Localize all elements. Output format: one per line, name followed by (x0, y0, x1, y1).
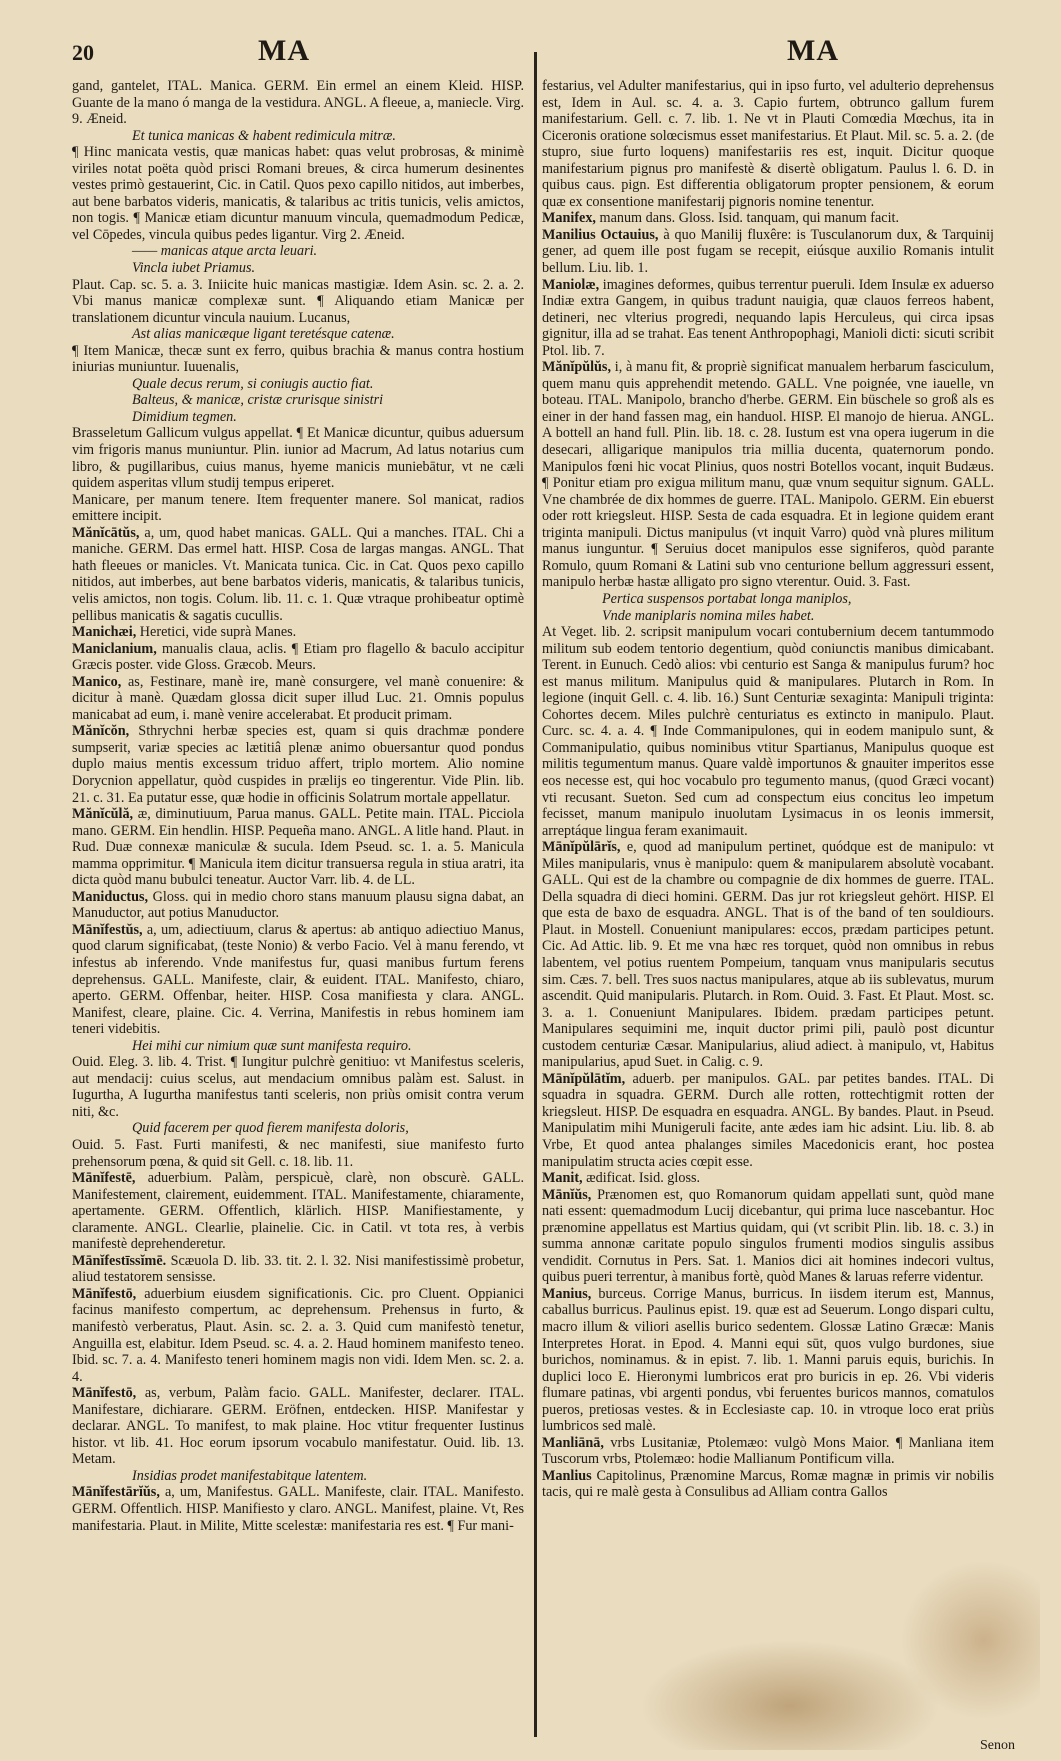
dictionary-entry (72, 1385, 524, 1468)
entry-headword: Manico, (72, 673, 122, 690)
dictionary-entry (72, 674, 524, 724)
dictionary-entry (72, 806, 524, 889)
entry-headword: Manilius Octauius, (542, 226, 659, 243)
entry-text: vrbs Lusitaniæ, Ptolemæo: vulgò Mons Maior. ¶ Manliana item Tuscorum vrbs, Ptolemæo: hodie Mallianum Pontificum villa. (542, 1434, 994, 1468)
entry-text: aduerb. per manipulos. GAL. par petites bandes. ITAL. Di squadra in squadra. GERM. Durch alle rotten, rottechtigmit rotten der kriegsleut. HISP. De esquadra en esquadra. ANGL. By bandes. Plaut. in Pseud. Manipulatim mihi Munigeruli facite, ante ædes iam hic adsint. Liu. lib. 8. ab Vrbe, Et quod antea phalanges similes Macedonicis erant, hoc postea manipulatim structa acies cœpit esse. (542, 1070, 994, 1170)
verse-quote (72, 1468, 524, 1485)
entry-text: gand, gantelet, ITAL. Manica. GERM. Ein ermel an einem Kleid. HISP. Guante de la mano ó manga de la vestidura. ANGL. A fleeue, a, maniecle. Virg. 9. Æneid. (72, 78, 524, 128)
entry-text: a, um, adiectiuum, clarus & apertus: ab antiquo adiectiuo Manus, quod clarum significabat, (teste Nonio) & verbo Facio. Vel à manu ferendo, vt infestus ab inferendo. Vnde manifestus fur, quasi manibus furtum ferens deprehensus. GALL. Manifeste, clair, & euident. ITAL. Manifesto, chiaro, aperto. GERM. Offenbar, heiter. HISP. Cosa manifiesta y clara. ANGL. Manifest, cleare, plaine. Cic. 4. Verrina, Manifestis in rebus hominem iam teneri videbitis. (72, 921, 524, 1038)
dictionary-entry (542, 359, 994, 591)
entry-headword: Maniolæ, (542, 276, 600, 293)
dictionary-entry (542, 624, 994, 839)
dictionary-entry (542, 839, 994, 1071)
dictionary-entry (72, 1170, 524, 1253)
entry-headword: Mānĭfestō, (72, 1385, 137, 1402)
page-number: 20 (72, 40, 94, 65)
entry-headword: Mănĭcātŭs, (72, 524, 140, 541)
dictionary-entry (542, 227, 994, 277)
running-head-left: MA (258, 34, 310, 67)
entry-text: æ, diminutiuum, Parua manus. GALL. Petite main. ITAL. Picciola mano. GERM. Ein hendlin. HISP. Pequeña mano. ANGL. A litle hand. Plaut. in Rud. Duæ connexæ maniculæ & sucula. Idem Pseud. sc. 1. a. 5. Manicula mamma opprimitur. ¶ Manicula item dicitur transuersa regula in stiua aratri, ita dicta quòd manu bubulci teneatur. Auctor Varr. lib. 4. de LL. (72, 806, 524, 889)
entry-headword: Maniductus, (72, 888, 149, 905)
entry-text: Plaut. Cap. sc. 5. a. 3. Iniicite huic manicas mastigiæ. Idem Asin. sc. 2. a. 2. Vbi manus manicæ complexæ sunt. ¶ Aliquando etiam Manicæ per translationem dicuntur vincula nauium. Lucanus, (72, 276, 524, 326)
dictionary-entry (72, 889, 524, 922)
entry-headword: Mānĭpŭlārĭs, (542, 839, 621, 856)
entry-text: Quale decus rerum, si coniugis auctio fiat. (132, 375, 374, 392)
entry-text: manualis claua, aclis. ¶ Etiam pro flagello & baculo accipitur Græcis poster. vide Gloss. Græcob. Meurs. (72, 640, 524, 674)
entry-headword: Mănĭcŭlă, (72, 806, 134, 823)
entry-text: i, à manu fit, & propriè significat manualem herbarum fasciculum, quem manu quis apprehendit metendo. GALL. Vne poignée, vne iauelle, vn boteau. ITAL. Manipolo, brancho d'herbe. GERM. Ein büschele so groß als es einer in der hand fassen mag, ein handuol. HISP. El manojo de hierua. ANGL. A bottell an hand full. Plin. lib. 18. c. 28. Iustum est vna opera iugerum in die desecari, alligarique manipulos tria millia ducenta, quaternorum pondo. Manipulos fœni hic vocat Plinius, quos nostri Botellos vocant, inquit Budæus. ¶ Ponitur etiam pro exigua militum manu, quæ vnum sequitur signum. GALL. Vne chambrée de dix hommes de guerre. ITAL. Manipolo. GERM. Ein ebuerst oder rott kriegsleut. HISP. Sesta de cada esquadra. Et in legione quidem erant triginta manipuli. Dictus manipulus (vt inquit Varro) quòd vnà plures militum manus iunguntur. ¶ Seruius docet manipulos esse signiferos, quòd parante Romulo, quum Romani & Latini sub vno centurione bellum aggressuri essent, manipulo herbæ hastæ alligato pro signo vterentur. Ouid. 3. Fast. (542, 359, 994, 591)
left-column (72, 78, 524, 1753)
entry-text: à quo Manilij fluxêre: is Tusculanorum dux, & Tarquinij gener, ad quem ille post fugam se recepit, eiúsque auxilio Romanis intulit bellum. Liu. lib. 1. (542, 226, 994, 277)
verse-quote (542, 608, 994, 625)
right-column (542, 78, 994, 1753)
verse-quote (72, 326, 524, 343)
dictionary-entry (72, 1054, 524, 1120)
entry-headword: Mānĭfestō, (72, 1285, 137, 1302)
entry-text: Gloss. qui in medio choro stans manuum plausu signa dabat, an Manuductor, aut potius Manuductor. (72, 888, 524, 922)
running-head-right: MA (787, 34, 839, 67)
entry-text: manum dans. Gloss. Isid. tanquam, qui manum facit. (595, 210, 899, 227)
entry-headword: Mānĭfestīssĭmē. (72, 1252, 167, 1269)
entry-text: Balteus, & manicæ, cristæ crurisque sinistri (132, 392, 384, 409)
entry-headword: Mānĭpŭlātĭm, (542, 1070, 626, 1087)
entry-text: Insidias prodet manifestabitque latentem. (132, 1467, 368, 1484)
dictionary-entry (72, 624, 524, 641)
catchword: Senon (980, 1738, 1015, 1753)
entry-headword: Manit, (542, 1170, 583, 1187)
entry-headword: Manlius (542, 1467, 592, 1484)
entry-text: as, verbum, Palàm facio. GALL. Manifester, declarer. ITAL. Manifestare, dichiarare. GERM. Eröfnen, entdecken. HISP. Manifestar y declarar. ANGL. To manifest, to mak plaine. Hoc vtitur frequenter Iustinus histor. vt lib. 41. Hoc eorum ipsorum vocabulo manifestatur. Ouid. lib. 13. Metam. (72, 1385, 524, 1468)
entry-headword: Mănĭpŭlŭs, (542, 359, 611, 376)
dictionary-entry (542, 1071, 994, 1170)
entry-headword: Maniclanium, (72, 640, 157, 657)
entry-text: Et tunica manicas & habent redimicula mitræ. (132, 127, 396, 144)
entry-headword: Mānĭfestē, (72, 1170, 136, 1187)
dictionary-entry (72, 1484, 524, 1534)
entry-headword: Mānĭŭs, (542, 1186, 592, 1203)
entry-headword: Manliānā, (542, 1434, 604, 1451)
dictionary-entry (542, 1468, 994, 1501)
dictionary-entry (542, 1170, 994, 1187)
entry-text: ¶ Item Manicæ, thecæ sunt ex ferro, quibus brachia & manus contra hostium iniurias muniuntur. Iuuenalis, (72, 342, 524, 376)
verse-quote (72, 392, 524, 409)
entry-text: a, um, Manifestus. GALL. Manifeste, clair. ITAL. Manifesto. GERM. Offentlich. HISP. Manifiesto y claro. ANGL. Manifest, plaine. Vt, Res manifestaria. Plaut. in Milite, Mitte scelestæ: manifestaria res est. ¶ Fur mani- (72, 1484, 524, 1534)
dictionary-entry (72, 525, 524, 624)
dictionary-entry (542, 277, 994, 360)
entry-text: ¶ Hinc manicata vestis, quæ manicas habet: quas velut probrosas, & minimè viriles notat poëta quòd prisci Romani breues, & circa humerum desinentes vestes primò gestauerint, Cic. in Catil. Quos pexo capillo nitidos, aut imberbes, aut bene barbatos videris, manicatis, & talaribus ac tritis tunicis, velis amictos, non togis. ¶ Manicæ etiam dicuntur manuum vincula, quemadmodum Pedicæ, vel Cōpedes, vincula quibus pedes ligantur. Virg 2. Æneid. (72, 144, 524, 243)
entry-headword: Mānĭfestārĭŭs, (72, 1484, 160, 1501)
dictionary-entry (72, 1286, 524, 1385)
verse-quote (72, 128, 524, 145)
entry-text: At Veget. lib. 2. scripsit manipulum vocari contubernium decem tantummodo militum sub eodem tentorio degentium, quòd coniunctis manibus dimicabant. Terent. in Eunuch. Cedò alios: vbi centurio est Sanga & manipulus furum? hoc est manus militum. Manipulus quid & manipulares. Plutarch in Rom. In legione (inquit Gell. c. 4. lib. 16.) Sunt Centuriæ sexaginta: Manipuli triginta: Cohortes decem. Miles pulchrè centuriatus es extincto in manipulo. Plaut. Curc. sc. 4. a. 4. ¶ Inde Commanipulones, qui in eodem manipulo sunt, & Commanipulatio, quibus nominibus vtitur Spartianus, Manipulus quoque est militis tegumentum manus. Quare valdè importunos & gnauiter imperitos esse eos necesse est, qui hoc vocabulo pro tegumento manus, (quod Græci vocant) vti recusant. Sueton. Sed cum ad conspectum eius concitus leo impetum fecisset, manum manipulo inuolutam Lysimacus in os leonis immersit, arreptáque lingua feram exanimauit. (542, 624, 994, 839)
entry-text: e, quod ad manipulum pertinet, quódque est de manipulo: vt Miles manipularis, vnus è manipulo: quem & manipularem absolutè vocabant. GALL. Qui est de la chambre ou compagnie de dix hommes de guerre. ITAL. Della squadra di dieci homini. GERM. Das jur rot kriegsleut gehört. HISP. El que esta de baxo de esquadra. ANGL. That is of the band of ten souldiours. Plaut. in Mostell. Conueniunt manipulares: eccos, prædam participes petunt. Cic. Ad Attic. lib. 9. Et me vna hæc res torquet, quòd non omnibus in rebus labentem, vel potius ruentem Pompeium, tanquam vnus manipularis secutus sim. Cæs. 7. bell. Tres suos nactus manipulares, atque ab iis sublevatus, murum ascendit. Quid manipularis. Plutarch. in Rom. Ouid. 3. Fast. Et Plaut. Most. sc. 3. a. 1. Conueniunt Manipulares. Ibidem. prædam participes petunt. Manipulares sequimini me, inquit ductor primi pili, paulò post dicuntur custodem centuriæ Cæsar. Manipularius, aliud adiect. à manipulo, vt, Habitus manipularius, apud Suet. in Calig. c. 9. (542, 839, 994, 1071)
dictionary-entry (72, 723, 524, 806)
entry-text: Scæuola D. lib. 33. tit. 2. l. 32. Nisi manifestissimè probetur, aliud testatorem sensisse. (72, 1252, 524, 1286)
dictionary-entry (72, 78, 524, 128)
dictionary-entry (542, 1187, 994, 1286)
dictionary-entry (72, 277, 524, 327)
entry-text: Heretici, vide suprà Manes. (136, 624, 297, 641)
dictionary-entry (72, 492, 524, 525)
entry-text: aduerbium. Palàm, perspicuè, clarè, non obscurè. GALL. Manifestement, clairement, euidemment. ITAL. Manifestamente, chiaramente, apertamente. GERM. Offentlich, klärlich. HISP. Manifiestamente, y claramente. ANGL. Clearlie, plainelie. Cic. in Catil. vt tota res, à verbis manifestè deprehenderetur. (72, 1170, 524, 1253)
dictionary-entry (72, 144, 524, 243)
entry-text: Brasseletum Gallicum vulgus appellat. ¶ Et Manicæ dicuntur, quibus aduersum vim frigoris manus muniuntur. Plin. iunior ad Macrum, Ad latus notarius cum libro, & pugillaribus, cuius manus, hyeme manicis muniebātur, vt ne cæli quidem asperitas vllum studij tempus eriperet. (72, 425, 524, 492)
entry-text: Manicare, per manum tenere. Item frequenter manere. Sol manicat, radios emittere incipit. (72, 491, 524, 525)
entry-headword: Manifex, (542, 210, 596, 227)
dictionary-entry (72, 425, 524, 491)
dictionary-entry (72, 1253, 524, 1286)
entry-text: Capitolinus, Prænomine Marcus, Romæ magnæ in primis vir nobilis tacis, qui re malè gesta à Consulibus ad Alliam contra Gallos (542, 1467, 994, 1501)
verse-quote (72, 409, 524, 426)
entry-text: a, um, quod habet manicas. GALL. Qui a manches. ITAL. Chi a maniche. GERM. Das ermel hatt. HISP. Cosa de largas mangas. ANGL. That hath fleeues or manicles. Vt. Manicata tunica. Cic. in Cat. Quos pexo capillo nitidos, aut imberbes, aut bene barbatos videris, manicatis, & talaribus tunicis, velis amictos, non togis. Colum. lib. 11. c. 1. Quæ vtraque prohibeatur optimè pellibus manicatis & sagatis cucullis. (72, 524, 524, 624)
dictionary-entry (72, 922, 524, 1038)
verse-quote (72, 1120, 524, 1137)
entry-text: Prænomen est, quo Romanorum quidam appellati sunt, quòd mane nati essent: quemadmodum Lucij dicebantur, qui prima luce nascebantur. Hoc prænomine appellatus est Martius quidam, qui (vt scribit Plin. lib. 18. c. 3.) in summa annonæ caritate populo singulos frumenti modios singulis assibus vendidit. Cornutus in Pers. Sat. 1. Manios dici ait homines indecori vultus, quibus pueri terrentur, à manibus fortè, quòd Manes & laruas referre videntur. (542, 1186, 994, 1286)
entry-headword: Mănĭcŏn, (72, 723, 130, 740)
entry-headword: Manius, (542, 1285, 592, 1302)
entry-text: as, Festinare, manè ire, manè consurgere, vel manè conuenire: & dicitur à manè. Quædam glossa dicit super illud Luc. 21. Omnis populus manicabat ad eum, i. manè venire accelerabat. Et producit primam. (72, 673, 524, 723)
dictionary-entry (542, 78, 994, 210)
entry-text: Hei mihi cur nimium quæ sunt manifesta requiro. (132, 1037, 412, 1054)
dictionary-entry (72, 641, 524, 674)
verse-quote (72, 1038, 524, 1055)
dictionary-entry (542, 1286, 994, 1435)
entry-text: Ouid. 5. Fast. Furti manifesti, & nec manifesti, siue manifesto furto prehensorum pœna, & quid sit Gell. c. 18. lib. 11. (72, 1137, 524, 1170)
entry-text: Dimidium tegmen. (132, 408, 237, 425)
entry-headword: Manichæi, (72, 624, 137, 641)
dictionary-entry (72, 343, 524, 376)
dictionary-entry (542, 1435, 994, 1468)
entry-text: ædificat. Isid. gloss. (582, 1170, 701, 1187)
verse-quote (72, 260, 524, 277)
entry-text: Vincla iubet Priamus. (132, 260, 256, 277)
verse-quote (542, 591, 994, 608)
entry-text: —— manicas atque arcta leuari. (132, 243, 318, 260)
verse-quote (72, 243, 524, 260)
entry-headword: Mānĭfestŭs, (72, 921, 143, 938)
column-divider (534, 52, 537, 1737)
entry-text: Vnde maniplaris nomina miles habet. (602, 607, 815, 624)
entry-text: imagines deformes, quibus terrentur pueruli. Idem Insulæ ex aduerso Indiæ extra Gangem, in quibus tradunt nauigia, quæ clauos ferreos habent, detineri, nec vlterius progredi, nequando lapis Herculeus, qui circa ipsas gignitur, illa ad se trahat. Eas tenent Anthropophagi, Manioli dicti: sicuti scribit Ptol. lib. 7. (542, 276, 994, 359)
entry-text: Quid facerem per quod fierem manifesta doloris, (132, 1120, 409, 1137)
dictionary-entry (72, 1137, 524, 1170)
entry-text: Sthrychni herbæ species est, quam si quis drachmæ pondere sumpserit, variæ species ac lætitiâ plenæ animo obuersantur quod pondus duplo maius mentis excessum triduo affert, triplo mortem. Alio nomine Dorycnion appellatur, quòd cuspides in prælijs eo tingerentur. Vide Plin. lib. 21. c. 31. Ea putatur esse, quæ hodie in officinis Solatrum mortale appellatur. (72, 723, 524, 806)
entry-text: Ast alias manicæque ligant teretésque catenæ. (132, 326, 395, 343)
entry-text: Ouid. Eleg. 3. lib. 4. Trist. ¶ Iungitur pulchrè genitiuo: vt Manifestus sceleris, aut mendacij: cuius scelus, aut mendacium omnibus palàm est. Salust. in Iugurtha, A Iugurtha manifestus tanti sceleris, non priùs omisit contra verum niti, &c. (72, 1054, 524, 1120)
entry-text: burceus. Corrige Manus, burricus. In iisdem iterum est, Mannus, caballus burricus. Paulinus epist. 19. quæ est ad Seuerum. Longo dispari cultu, macro illum & viliori asellis burico sedentem. Glossæ Latino Græcæ: Manis Interpretes Horat. in Epod. 4. Manni equi sūt, quos vulgo burdones, siue burichos, nominamus. & in epist. 7. lib. 1. Manni paruis equis, burichis. In duplici loco E. Hieronymi lumbricos erat pro buricis in ep. 26. Vbi videris flumare patinas, vbi argenti pondus, vbi feruentes buricos mannos, comatulos pueros, pretiosas vestes. & in Ecclesiaste cap. 10. in vtroque loco erat priùs lumbricos sed malè. (542, 1285, 994, 1435)
dictionary-entry (542, 210, 994, 227)
entry-text: Pertica suspensos portabat longa maniplos, (602, 590, 852, 607)
entry-text: festarius, vel Adulter manifestarius, qui in ipso furto, vel adulterio deprehensus est, Idem in Aul. sc. 4. a. 3. Capio furtem, obtrunco gallum furem manifestarium. Gell. c. 7. lib. 1. Ne vt in Plauti Comœdia Mœchus, ita in Ciceronis oratione solœcismus esset manifestarius. Et Plaut. Mil. sc. 5. a. 2. (de stupro, siue furto loquens) manifestariis res est, inquit. Dicitur quoque manifestarium pignus pro manifestè & disertè obligatum. Paulus l. 6. D. in quibus caus. pign. Est differentia obligatorum propter pensionem, & eorum quæ ex consentione manifestarij pignoris nomine tenentur. (542, 78, 994, 210)
entry-text: aduerbium eiusdem significationis. Cic. pro Cluent. Oppianici facinus manifesto compertum, ac deprehensum. Prehensus in furto, & manifestò verberatus, Plaut. Asin. sc. 2. a. 3. Quid cum manifestò tenetur, Anguilla est, elabitur. Idem Pseud. sc. 4. a. 2. Haud hominem manifesto teneo. Ibid. sc. 7. a. 4. Manifesto teneri hominem magis non vidi. Idem Men. sc. 2. a. 4. (72, 1285, 524, 1385)
verse-quote (72, 376, 524, 393)
